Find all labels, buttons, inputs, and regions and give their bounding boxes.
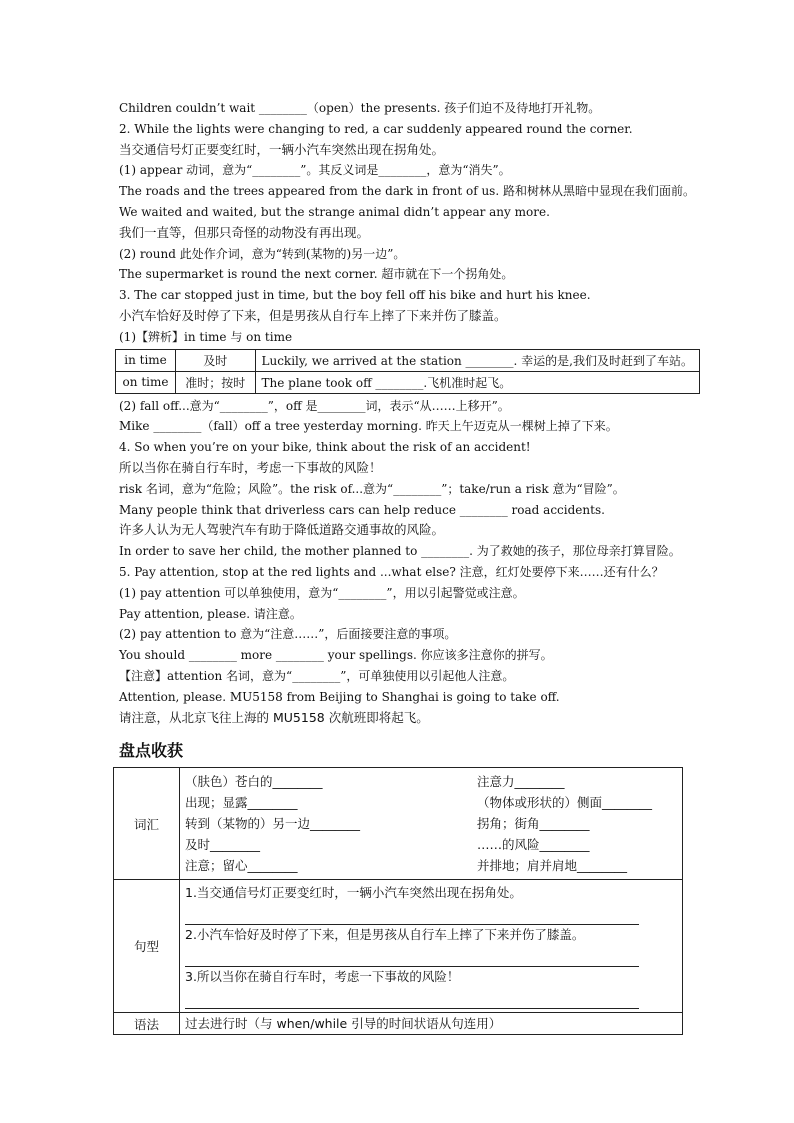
vocab-item: 注意力________ xyxy=(477,774,565,789)
answer-line[interactable] xyxy=(185,903,639,925)
vocab-row xyxy=(114,768,683,880)
text-line: (2) pay attention to 意为“注意……”，后面接要注意的事项。 xyxy=(119,627,457,642)
vocab-grid xyxy=(181,769,681,878)
text-line: The supermarket is round the next corner. 超市就在下一个拐角处。 xyxy=(119,267,514,282)
example-cell: The plane took off ________.飞机准时起飞。 xyxy=(255,371,699,393)
text-line: Pay attention, please. 请注意。 xyxy=(119,606,302,621)
text-line: You should ________ more ________ your spellings. 你应该多注意你的拼写。 xyxy=(119,648,553,663)
text-line: 5. Pay attention, stop at the red lights and ...what else? 注意，红灯处要停下来……还有什么？ xyxy=(119,564,664,579)
text-line: (1) appear 动词，意为“________”。其反义词是________，意为“消失”。 xyxy=(119,163,511,178)
vocab-item: 出现；显露________ xyxy=(185,795,298,810)
grammar-row xyxy=(114,1013,683,1035)
vocab-item: （物体或形状的）侧面________ xyxy=(477,795,653,810)
vocab-item: （肤色）苍白的________ xyxy=(185,774,323,789)
in-time-on-time-table xyxy=(115,349,700,394)
meaning-cell: 及时 xyxy=(176,349,255,371)
text-line: risk 名词，意为“危险；风险”。the risk of...意为“________”；take/run a risk 意为“冒险”。 xyxy=(119,481,625,496)
term-cell: on time xyxy=(116,371,176,393)
text-line: 我们一直等，但那只奇怪的动物没有再出现。 xyxy=(119,224,370,240)
example-cell: Luckily, we arrived at the station ________. 幸运的是,我们及时赶到了车站。 xyxy=(255,349,699,371)
answer-line[interactable] xyxy=(185,987,639,1009)
text-line: (2) fall off...意为“________”，off 是________词，表示“从……上移开”。 xyxy=(119,398,510,413)
notes-part-1 xyxy=(119,98,699,348)
vocab-item: ……的风险________ xyxy=(477,837,590,852)
text-line: (2) round 此处作介词，意为“转到(某物的)另一边”。 xyxy=(119,246,406,261)
sentence-row xyxy=(114,880,683,1013)
table-row xyxy=(116,371,700,393)
text-line: 当交通信号灯正要变红时，一辆小汽车突然出现在拐角处。 xyxy=(119,141,445,157)
text-line: We waited and waited, but the strange animal didn’t appear any more. xyxy=(119,204,550,219)
vocab-item: 并排地；肩并肩地________ xyxy=(477,858,628,873)
grammar-label: 语法 xyxy=(114,1013,180,1035)
text-line: Attention, please. MU5158 from Beijing to Shanghai is going to take off. xyxy=(119,689,560,704)
sentence-label: 句型 xyxy=(114,880,180,1013)
section-title: 盘点收获 xyxy=(119,741,184,761)
text-line: Children couldn’t wait ________（open）the presents. 孩子们迫不及待地打开礼物。 xyxy=(119,101,601,115)
vocab-item: 转到（某物的）另一边________ xyxy=(185,816,361,831)
grammar-cell xyxy=(180,1013,683,1035)
sentence-item: 1.当交通信号灯正要变红时，一辆小汽车突然出现在拐角处。 xyxy=(185,885,522,900)
worksheet-body xyxy=(119,98,699,769)
grammar-text: 过去进行时（与 when/while 引导的时间状语从句连用） xyxy=(185,1016,502,1031)
summary-table xyxy=(113,767,683,1035)
text-line: (1) pay attention 可以单独使用，意为“________”，用以引起警觉或注意。 xyxy=(119,585,525,600)
sentence-item: 3.所以当你在骑自行车时，考虑一下事故的风险！ xyxy=(185,969,460,984)
notes-part-2 xyxy=(119,396,699,729)
meaning-cell: 准时；按时 xyxy=(176,371,255,393)
text-line: (1)【辨析】in time 与 on time xyxy=(119,329,293,344)
text-line: 小汽车恰好及时停了下来，但是男孩从自行车上摔了下来并伤了膝盖。 xyxy=(119,307,507,323)
table-row xyxy=(116,349,700,371)
vocab-label: 词汇 xyxy=(114,768,180,880)
text-line: 请注意，从北京飞往上海的 MU5158 次航班即将起飞。 xyxy=(119,709,429,725)
sentence-cell xyxy=(180,880,683,1013)
text-line: Mike ________（fall）off a tree yesterday morning. 昨天上午迈克从一棵树上掉了下来。 xyxy=(119,419,618,434)
answer-line[interactable] xyxy=(185,945,639,967)
text-line: Many people think that driverless cars can help reduce ________ road accidents. xyxy=(119,502,605,517)
vocab-item: 拐角；街角________ xyxy=(477,816,590,831)
text-line: In order to save her child, the mother planned to ________. 为了救她的孩子，那位母亲打算冒险。 xyxy=(119,544,681,559)
text-line: 【注意】attention 名词，意为“________”，可单独使用以引起他人注意。 xyxy=(119,668,515,683)
text-line: 2. While the lights were changing to red, a car suddenly appeared round the corner. xyxy=(119,121,633,136)
text-line: 3. The car stopped just in time, but the boy fell off his bike and hurt his knee. xyxy=(119,288,591,303)
sentence-item: 2.小汽车恰好及时停了下来，但是男孩从自行车上摔了下来并伤了膝盖。 xyxy=(185,927,585,942)
vocab-item: 及时________ xyxy=(185,837,261,852)
text-line: 所以当你在骑自行车时，考虑一下事故的风险！ xyxy=(119,459,382,475)
vocab-cell xyxy=(180,768,683,880)
text-line: 许多人认为无人驾驶汽车有助于降低道路交通事故的风险。 xyxy=(119,522,445,538)
term-cell: in time xyxy=(116,349,176,371)
vocab-item: 注意；留心________ xyxy=(185,858,298,873)
text-line: 4. So when you’re on your bike, think about the risk of an accident! xyxy=(119,440,531,455)
sentence-list xyxy=(181,881,681,1011)
text-line: The roads and the trees appeared from the dark in front of us. 路和树林从黑暗中显现在我们面前。 xyxy=(119,184,695,199)
